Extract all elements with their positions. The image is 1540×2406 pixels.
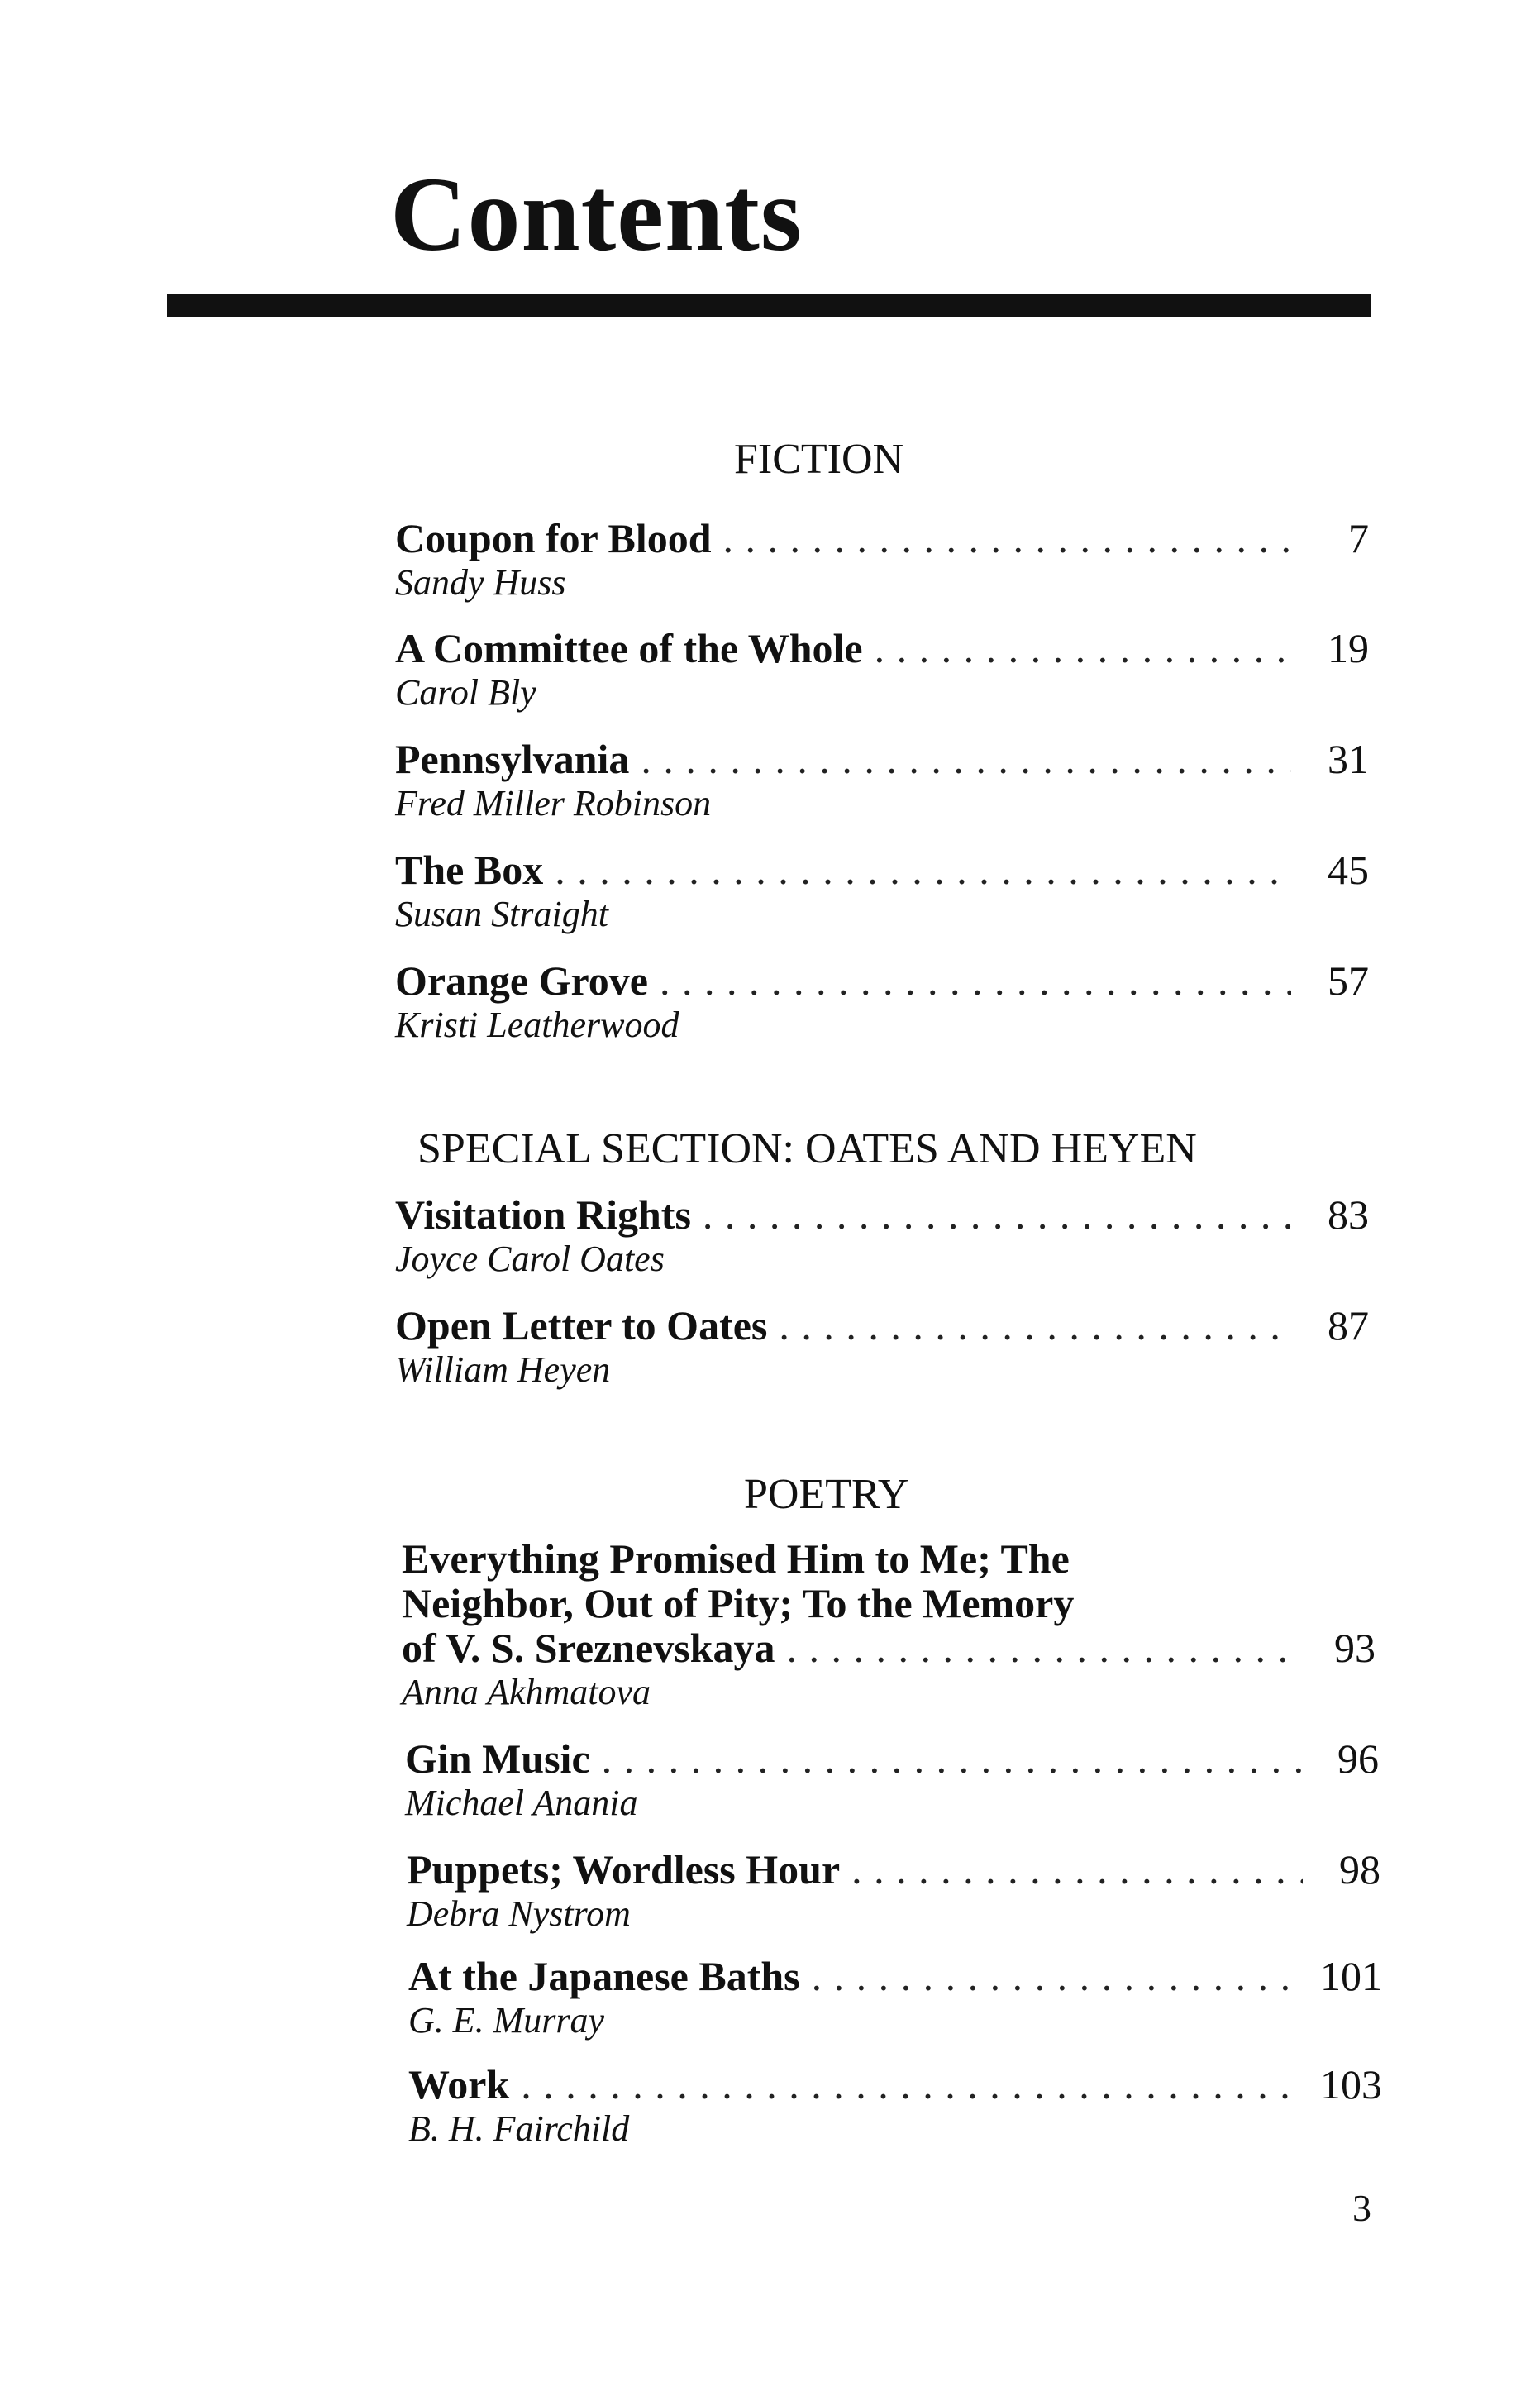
section-heading-fiction: FICTION xyxy=(734,436,904,483)
entry-title-line: Neighbor, Out of Pity; To the Memory xyxy=(402,1580,1075,1626)
toc-entry xyxy=(395,516,1369,605)
entry-page-number: 103 xyxy=(1320,2061,1382,2108)
title-rule xyxy=(167,294,1371,317)
entry-page-number: 7 xyxy=(1348,515,1369,561)
entry-title: At the Japanese Baths xyxy=(408,1953,800,1999)
dot-leader xyxy=(875,626,1291,671)
entry-title: Pennsylvania xyxy=(395,736,630,782)
toc-entry xyxy=(395,847,1369,937)
toc-entry xyxy=(408,1954,1382,2043)
toc-entry xyxy=(407,1847,1380,1936)
entry-title: Visitation Rights xyxy=(395,1191,691,1238)
entry-author: B. H. Fairchild xyxy=(408,2108,630,2149)
page-title: Contents xyxy=(390,155,803,273)
toc-entry xyxy=(395,958,1369,1048)
dot-leader xyxy=(660,958,1291,1003)
entry-title: of V. S. Sreznevskaya xyxy=(402,1625,775,1671)
entry-author: Debra Nystrom xyxy=(407,1893,631,1934)
entry-page-number: 31 xyxy=(1328,736,1369,782)
toc-entry xyxy=(395,626,1369,715)
entry-author: William Heyen xyxy=(395,1349,611,1390)
entry-title: A Committee of the Whole xyxy=(395,625,863,671)
entry-title: Puppets; Wordless Hour xyxy=(407,1846,841,1893)
toc-entry xyxy=(405,1736,1379,1826)
entry-page-number: 19 xyxy=(1328,625,1369,671)
entry-author: Carol Bly xyxy=(395,672,536,713)
entry-page-number: 57 xyxy=(1328,957,1369,1004)
entry-title: Open Letter to Oates xyxy=(395,1302,768,1349)
entry-page-number: 83 xyxy=(1328,1191,1369,1238)
entry-page-number: 96 xyxy=(1337,1735,1379,1782)
dot-leader xyxy=(602,1736,1301,1781)
entry-title: The Box xyxy=(395,847,544,893)
entry-author: Susan Straight xyxy=(395,894,608,934)
toc-entry xyxy=(408,2062,1382,2151)
toc-entry xyxy=(395,1192,1369,1282)
dot-leader xyxy=(779,1303,1291,1348)
entry-author: Michael Anania xyxy=(405,1783,638,1823)
section-heading-poetry: POETRY xyxy=(744,1471,909,1518)
page-number: 3 xyxy=(1352,2187,1371,2229)
entry-author: Kristi Leatherwood xyxy=(395,1005,679,1045)
entry-page-number: 87 xyxy=(1328,1302,1369,1349)
toc-entry xyxy=(395,1303,1369,1392)
dot-leader xyxy=(812,1954,1300,1998)
dot-leader xyxy=(555,847,1291,892)
entry-author: Fred Miller Robinson xyxy=(395,783,712,823)
entry-page-number: 93 xyxy=(1334,1625,1376,1671)
entry-title: Coupon for Blood xyxy=(395,515,712,561)
entry-page-number: 98 xyxy=(1339,1846,1380,1893)
entry-author: G. E. Murray xyxy=(408,2000,605,2041)
dot-leader xyxy=(851,1847,1303,1892)
entry-title-line: Everything Promised Him to Me; The xyxy=(402,1535,1070,1582)
toc-entry xyxy=(402,1536,1376,1715)
dot-leader xyxy=(786,1625,1298,1670)
entry-author: Anna Akhmatova xyxy=(402,1672,651,1712)
entry-title: Orange Grove xyxy=(395,957,648,1004)
dot-leader xyxy=(703,1192,1291,1237)
dot-leader xyxy=(521,2062,1300,2107)
entry-title: Gin Music xyxy=(405,1735,590,1782)
toc-entry xyxy=(395,737,1369,826)
dot-leader xyxy=(641,737,1291,781)
section-heading-special: SPECIAL SECTION: OATES AND HEYEN xyxy=(417,1125,1197,1172)
entry-author: Joyce Carol Oates xyxy=(395,1239,665,1279)
entry-author: Sandy Huss xyxy=(395,562,566,603)
dot-leader xyxy=(723,516,1291,561)
entry-title: Work xyxy=(408,2061,510,2108)
entry-page-number: 45 xyxy=(1328,847,1369,893)
entry-page-number: 101 xyxy=(1320,1953,1382,1999)
